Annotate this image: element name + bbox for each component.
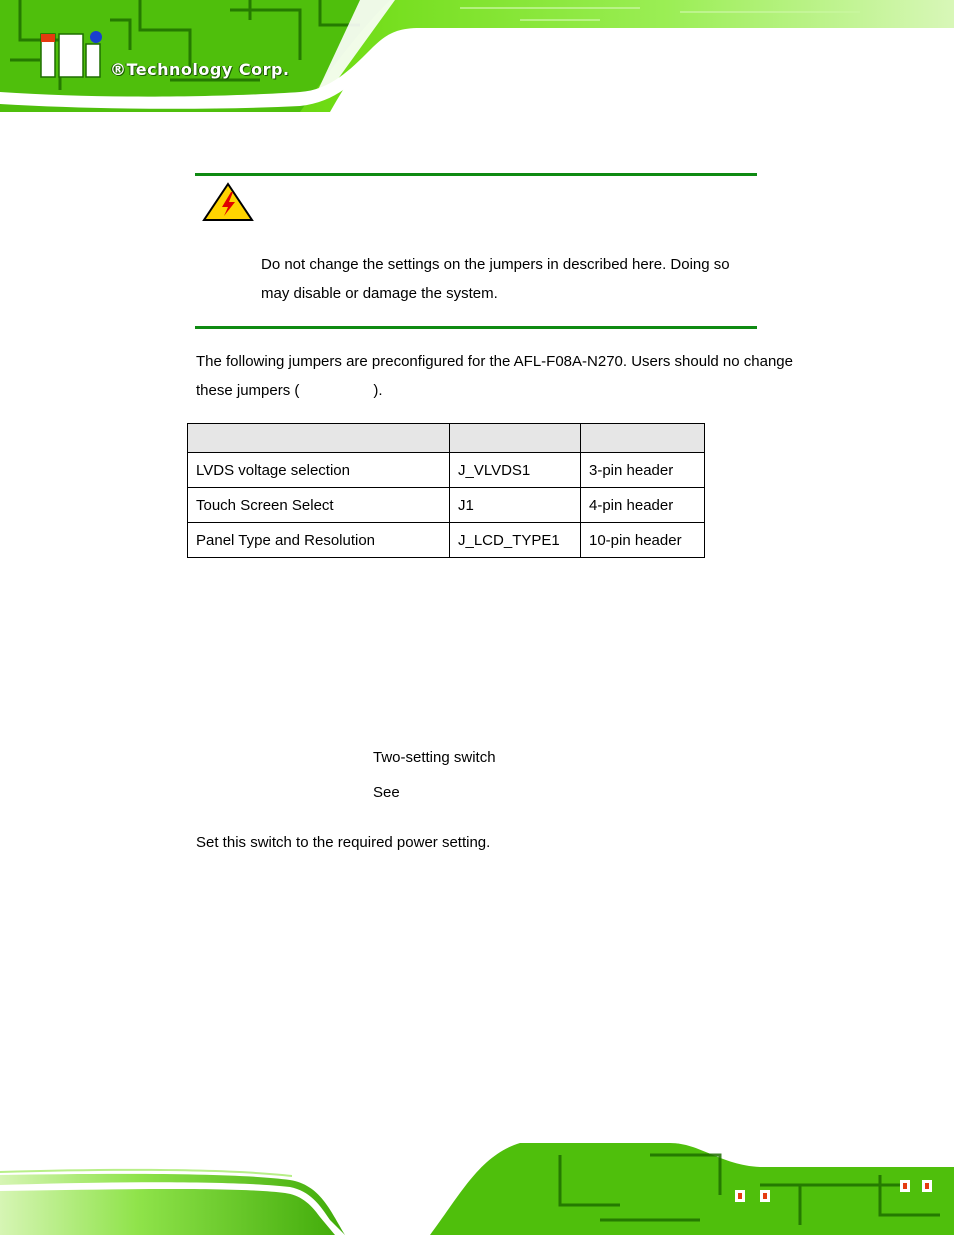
warning-line-2: may disable or damage the system.: [261, 285, 498, 302]
table-row: [188, 523, 705, 558]
warning-message: [261, 250, 761, 308]
intro-line-2: [196, 376, 836, 405]
instruction-text: Set this switch to the required power setting.: [196, 834, 491, 851]
table-cell: Touch Screen Select: [188, 488, 450, 523]
header-banner: [0, 0, 954, 112]
table-header-row: [188, 424, 705, 453]
circuit-board-banner: [0, 0, 954, 112]
column-header: [188, 424, 450, 453]
warning-top-rule: [195, 173, 757, 176]
switch-location-value: See: [373, 784, 400, 801]
table-cell: J_VLVDS1: [450, 453, 581, 488]
table-cell: 4-pin header: [581, 488, 705, 523]
table-cell: 10-pin header: [581, 523, 705, 558]
intro-line-1: The following jumpers are preconfigured for the AFL-F08A-N270. Users should no change: [196, 353, 793, 370]
intro-paragraph: [196, 347, 836, 405]
warning-triangle-icon: [202, 182, 254, 222]
table-cell: Panel Type and Resolution: [188, 523, 450, 558]
table-row: [188, 453, 705, 488]
warning-bottom-rule: [195, 326, 757, 329]
table-cell: J1: [450, 488, 581, 523]
intro-line-2-start: these jumpers (: [196, 382, 300, 399]
warning-line-1: Do not change the settings on the jumpers in described here. Doing so: [261, 256, 730, 273]
table-cell: 3-pin header: [581, 453, 705, 488]
circuit-board-footer: [0, 1125, 954, 1235]
intro-line-2-end: ).: [373, 382, 383, 399]
jumper-table: [187, 423, 705, 558]
table-cell: LVDS voltage selection: [188, 453, 450, 488]
column-header: [581, 424, 705, 453]
switch-type-value: Two-setting switch: [373, 749, 496, 766]
footer-banner: [0, 1125, 954, 1235]
table-row: [188, 488, 705, 523]
column-header: [450, 424, 581, 453]
table-cell: J_LCD_TYPE1: [450, 523, 581, 558]
company-name: ®Technology Corp.: [110, 60, 290, 79]
